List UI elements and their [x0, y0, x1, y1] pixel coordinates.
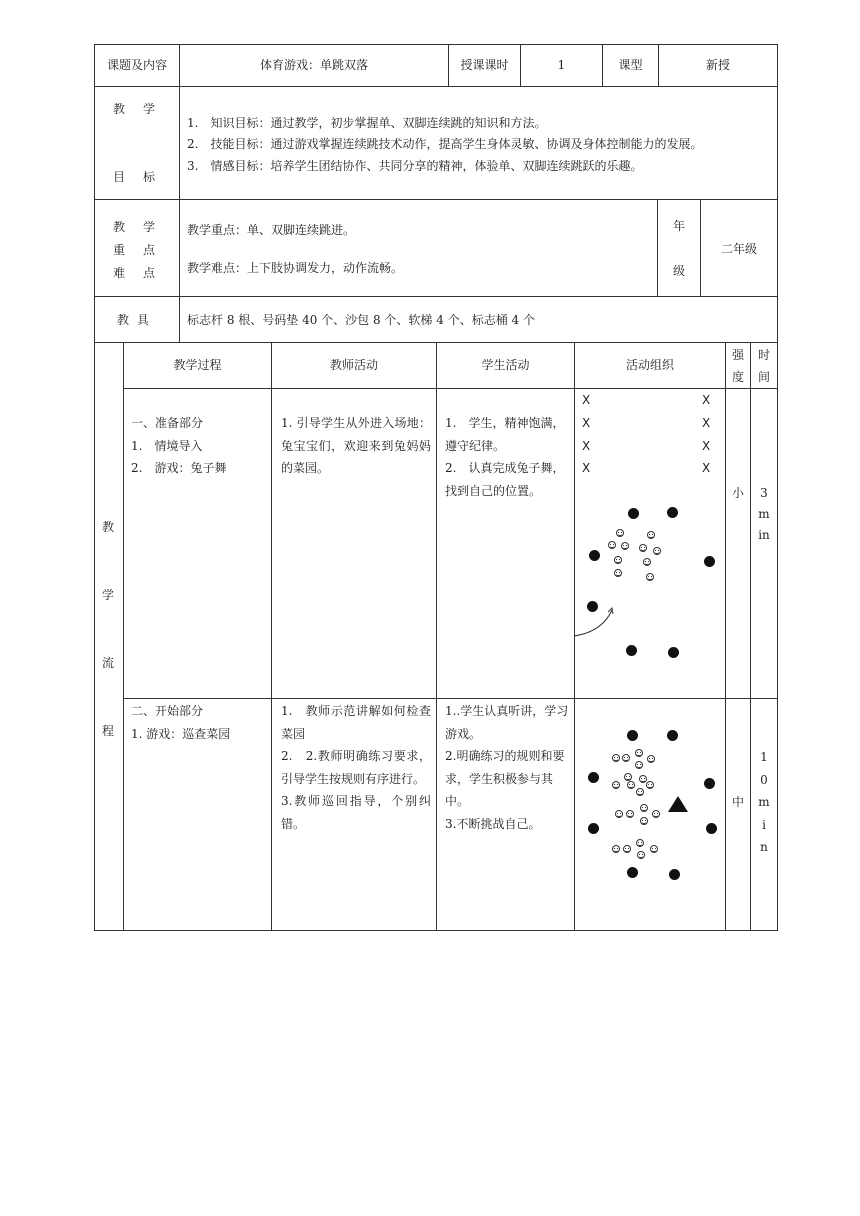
type-value: 新授	[705, 58, 730, 72]
goals-label-bottom: 目 标	[113, 170, 159, 184]
marker-dot	[667, 730, 678, 741]
marker-dot	[667, 507, 678, 518]
student-face-icon	[616, 529, 624, 537]
flow-side-label: 程	[102, 724, 115, 738]
student-face-icon	[653, 547, 661, 555]
student-face-icon	[647, 755, 655, 763]
marker-dot	[627, 730, 638, 741]
row1-teacher: 1. 引导学生从外进入场地：兔宝宝们，欢迎来到兔妈妈的菜园。	[281, 416, 431, 475]
student-face-icon	[652, 810, 660, 818]
formation-x: X	[702, 416, 711, 430]
flow-side-label: 学	[102, 588, 115, 602]
marker-dot	[628, 508, 639, 519]
formation-x: X	[582, 416, 591, 430]
row2-time: 1 0 m i n	[758, 750, 770, 854]
col-time: 间	[757, 370, 770, 384]
student-face-icon	[646, 573, 654, 581]
marker-dot	[668, 647, 679, 658]
col-organization: 活动组织	[625, 358, 674, 372]
student-face-icon	[639, 544, 647, 552]
curve-arrow-icon	[572, 602, 622, 642]
flow-side-label: 教	[102, 520, 115, 534]
student-face-icon	[612, 781, 620, 789]
col-process: 教学过程	[173, 358, 222, 372]
marker-dot	[704, 778, 715, 789]
marker-dot	[627, 867, 638, 878]
student-face-icon	[612, 845, 620, 853]
student-face-icon	[622, 754, 630, 762]
row2-student: 1..学生认真听讲，学习游戏。 2.明确练习的规则和要求，学生积极参与其中。 3.不断挑战自己。	[445, 704, 569, 831]
type-label: 课型	[618, 58, 643, 72]
grade-value: 二年级	[720, 242, 757, 256]
col-intensity: 强	[731, 348, 744, 362]
student-face-icon	[624, 773, 632, 781]
course-value: 体育游戏：单跳双落	[259, 58, 368, 72]
student-face-icon	[647, 531, 655, 539]
student-face-icon	[637, 851, 645, 859]
goal-item: 1. 知识目标：通过教学，初步掌握单、双脚连续跳的知识和方法。	[187, 116, 547, 130]
marker-dot	[626, 645, 637, 656]
flow-side-label: 流	[102, 656, 115, 670]
row2-process: 二、开始部分 1. 游戏：巡查菜园	[131, 704, 231, 741]
student-face-icon	[635, 749, 643, 757]
student-face-icon	[626, 810, 634, 818]
col-student: 学生活动	[481, 358, 530, 372]
formation-x: X	[582, 461, 591, 475]
student-face-icon	[640, 817, 648, 825]
formation-x: X	[702, 461, 711, 475]
student-face-icon	[614, 556, 622, 564]
student-face-icon	[643, 558, 651, 566]
goal-item: 2. 技能目标：通过游戏掌握连续跳技术动作，提高学生身体灵敏、协调及身体控制能力的发展。	[187, 137, 703, 151]
student-face-icon	[650, 845, 658, 853]
focus-label: 重 点	[113, 243, 159, 257]
marker-dot	[704, 556, 715, 567]
student-face-icon	[608, 541, 616, 549]
col-time: 时	[757, 348, 770, 362]
student-face-icon	[621, 542, 629, 550]
student-face-icon	[627, 781, 635, 789]
row1-time: 3 m in	[758, 486, 770, 542]
focus-label: 教 学	[113, 220, 159, 234]
marker-dot	[588, 823, 599, 834]
teacher-triangle-icon	[667, 795, 689, 813]
marker-dot	[589, 550, 600, 561]
formation-x: X	[582, 439, 591, 453]
focus-label: 难 点	[113, 266, 159, 280]
grade-label: 级	[672, 264, 685, 278]
goal-item: 3. 情感目标：培养学生团结协作、共同分享的精神，体验单、双脚连续跳跃的乐趣。	[187, 159, 643, 173]
marker-dot	[706, 823, 717, 834]
formation-x: X	[582, 393, 591, 407]
formation-x: X	[702, 393, 711, 407]
row2-teacher: 1. 教师示范讲解如何检查菜园 2. 2.教师明确练习要求，引导学生按规则有序进行。 3.教师巡回指导，个别纠错。	[281, 704, 431, 831]
key-point: 教学重点：单、双脚连续跳进。	[187, 223, 356, 237]
row1-student: 1. 学生，精神饱满，遵守纪律。 2. 认真完成兔子舞，找到自己的位置。	[445, 416, 565, 498]
equipment-value: 标志杆 8 根、号码垫 40 个、沙包 8 个、软梯 4 个、标志桶 4 个	[187, 313, 535, 327]
difficulty: 教学难点：上下肢协调发力，动作流畅。	[187, 261, 404, 275]
student-face-icon	[614, 569, 622, 577]
student-face-icon	[636, 788, 644, 796]
student-face-icon	[623, 845, 631, 853]
hours-label: 授课课时	[460, 58, 509, 72]
student-face-icon	[615, 810, 623, 818]
col-teacher: 教师活动	[329, 358, 378, 372]
grade-label: 年	[672, 219, 685, 233]
col-intensity: 度	[731, 370, 744, 384]
hours-value: 1	[557, 58, 566, 72]
goals-label-top: 教 学	[113, 102, 159, 116]
student-face-icon	[646, 781, 654, 789]
equipment-label: 教 具	[117, 313, 151, 327]
student-face-icon	[612, 754, 620, 762]
student-face-icon	[636, 839, 644, 847]
course-label: 课题及内容	[106, 58, 167, 72]
student-face-icon	[640, 804, 648, 812]
formation-x: X	[702, 439, 711, 453]
student-face-icon	[635, 761, 643, 769]
row1-intensity: 小	[731, 486, 744, 500]
row1-process: 一、准备部分 1. 情境导入 2. 游戏：兔子舞	[131, 416, 227, 475]
row2-intensity: 中	[731, 795, 744, 809]
marker-dot	[669, 869, 680, 880]
marker-dot	[588, 772, 599, 783]
